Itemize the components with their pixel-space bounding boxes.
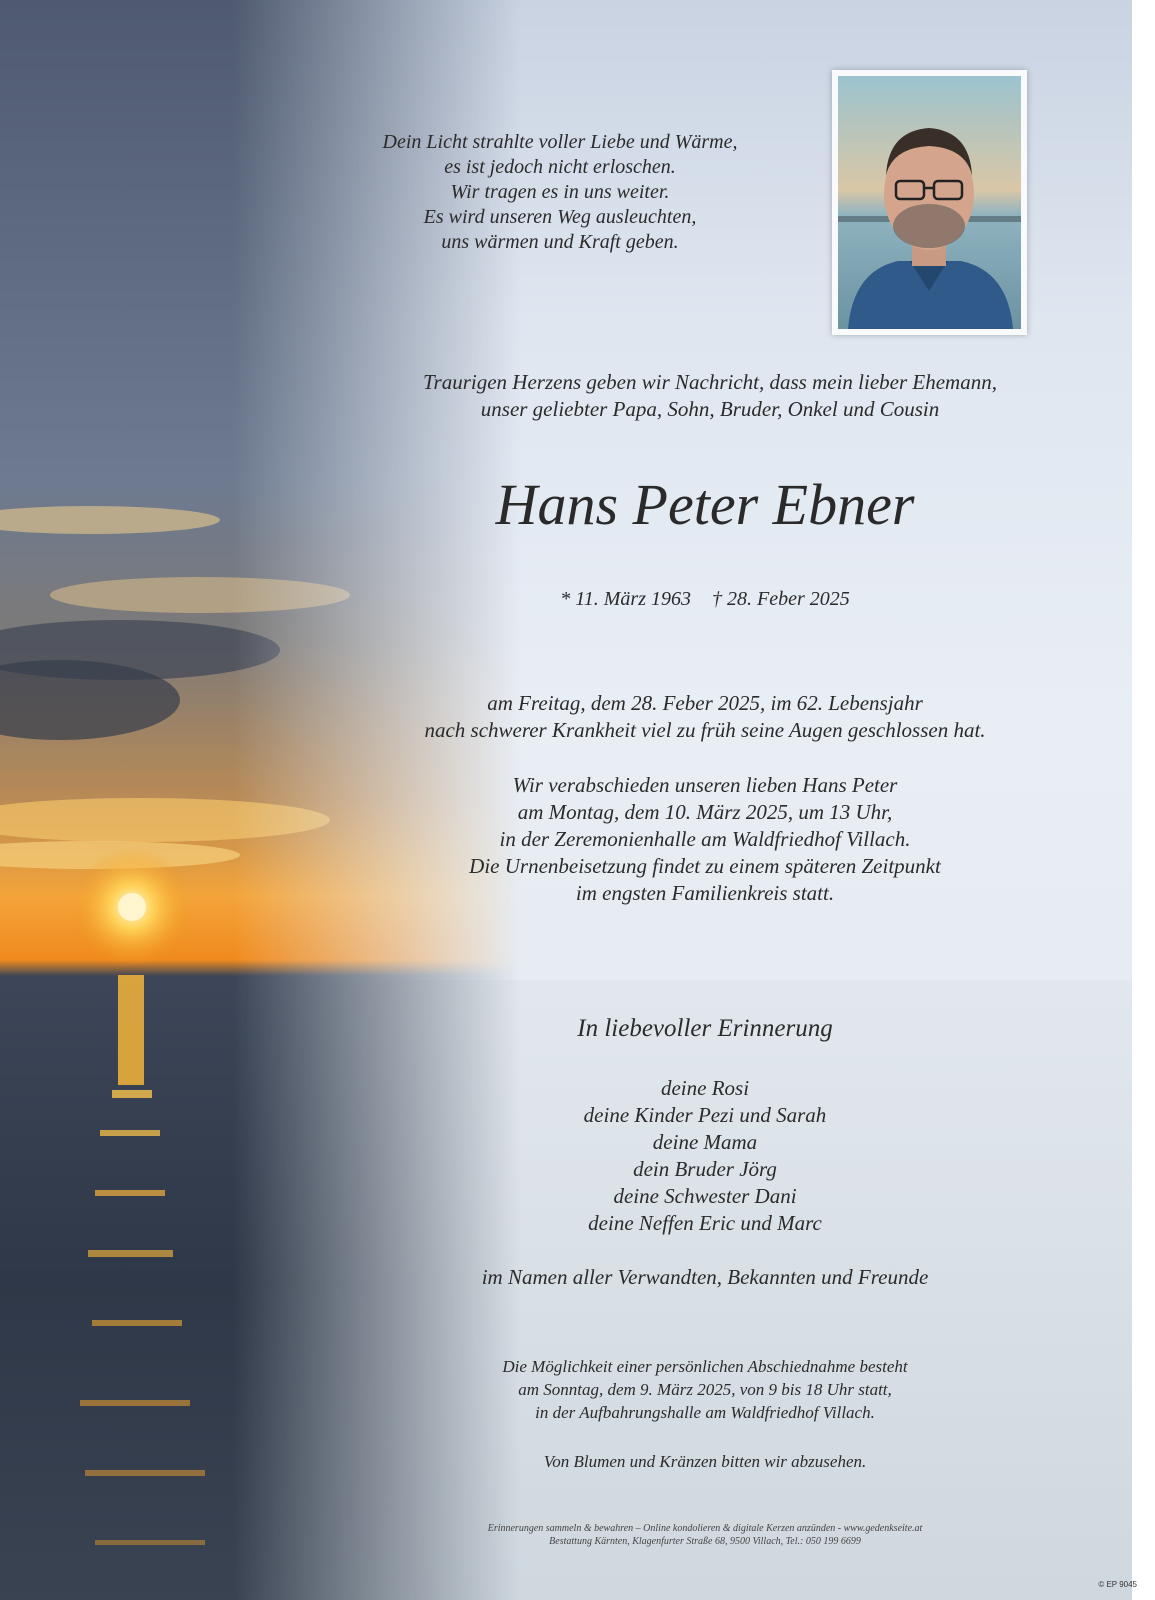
mourners-list [330,1075,1080,1237]
viewing-info [330,1355,1080,1424]
poem-line: uns wärmen und Kraft geben. [441,231,679,253]
viewing-line: Die Möglichkeit einer persönlichen Abschiednahme besteht [502,1357,908,1376]
mourner: deine Kinder Pezi und Sarah [583,1103,827,1127]
behalf-line: im Namen aller Verwandten, Bekannten und Freunde [481,1265,929,1289]
farewell-line: Wir verabschieden unseren lieben Hans Peter [512,773,898,797]
portrait-photo [832,70,1027,335]
death-line: nach schwerer Krankheit viel zu früh seine Augen geschlossen hat. [424,718,986,742]
intro-line: unser geliebter Papa, Sohn, Bruder, Onkel und Cousin [480,397,940,421]
mourner: deine Rosi [660,1076,750,1100]
poem [330,130,790,255]
life-dates [330,588,1080,611]
announcement-intro [340,369,1080,423]
death-line: am Freitag, dem 28. Feber 2025, im 62. Lebensjahr [487,691,923,715]
footer [330,1522,1080,1548]
viewing-line: am Sonntag, dem 9. März 2025, von 9 bis 18 Uhr statt, [518,1380,892,1399]
print-code: © EP 9045 [1098,1580,1137,1589]
farewell-line: am Montag, dem 10. März 2025, um 13 Uhr, [517,800,893,824]
footer-line: Erinnerungen sammeln & bewahren – Online kondolieren & digitale Kerzen anzünden - www.gedenkseite.at [487,1523,923,1534]
mourner: deine Mama [652,1130,758,1154]
poem-line: Es wird unseren Weg ausleuchten, [423,206,697,228]
poem-line: Dein Licht strahlte voller Liebe und Wärme, [382,131,738,153]
flowers-request: Von Blumen und Kränzen bitten wir abzusehen. [543,1452,867,1471]
mourner: deine Neffen Eric und Marc [588,1211,822,1235]
memory-heading: In liebevoller Erinnerung [577,1015,833,1042]
farewell-line: im engsten Familienkreis statt. [575,881,835,905]
death-notice [330,690,1080,744]
farewell-line: in der Zeremonienhalle am Waldfriedhof Villach. [499,827,911,851]
portrait-image [838,76,1021,329]
footer-line: Bestattung Kärnten, Klagenfurter Straße 68, 9500 Villach, Tel.: 050 199 6699 [549,1536,861,1547]
intro-line: Traurigen Herzens geben wir Nachricht, dass mein lieber Ehemann, [423,370,997,394]
farewell-details [330,772,1080,907]
poem-line: es ist jedoch nicht erloschen. [444,156,676,178]
mourner: deine Schwester Dani [613,1184,797,1208]
mourner: dein Bruder Jörg [633,1157,777,1181]
poem-line: Wir tragen es in uns weiter. [450,181,670,203]
birth-date: * 11. März 1963 [560,588,691,610]
farewell-line: Die Urnenbeisetzung findet zu einem späteren Zeitpunkt [469,854,941,878]
deceased-name: Hans Peter Ebner [495,472,915,537]
viewing-line: in der Aufbahrungshalle am Waldfriedhof Villach. [535,1403,875,1422]
death-date: † 28. Feber 2025 [711,588,850,610]
